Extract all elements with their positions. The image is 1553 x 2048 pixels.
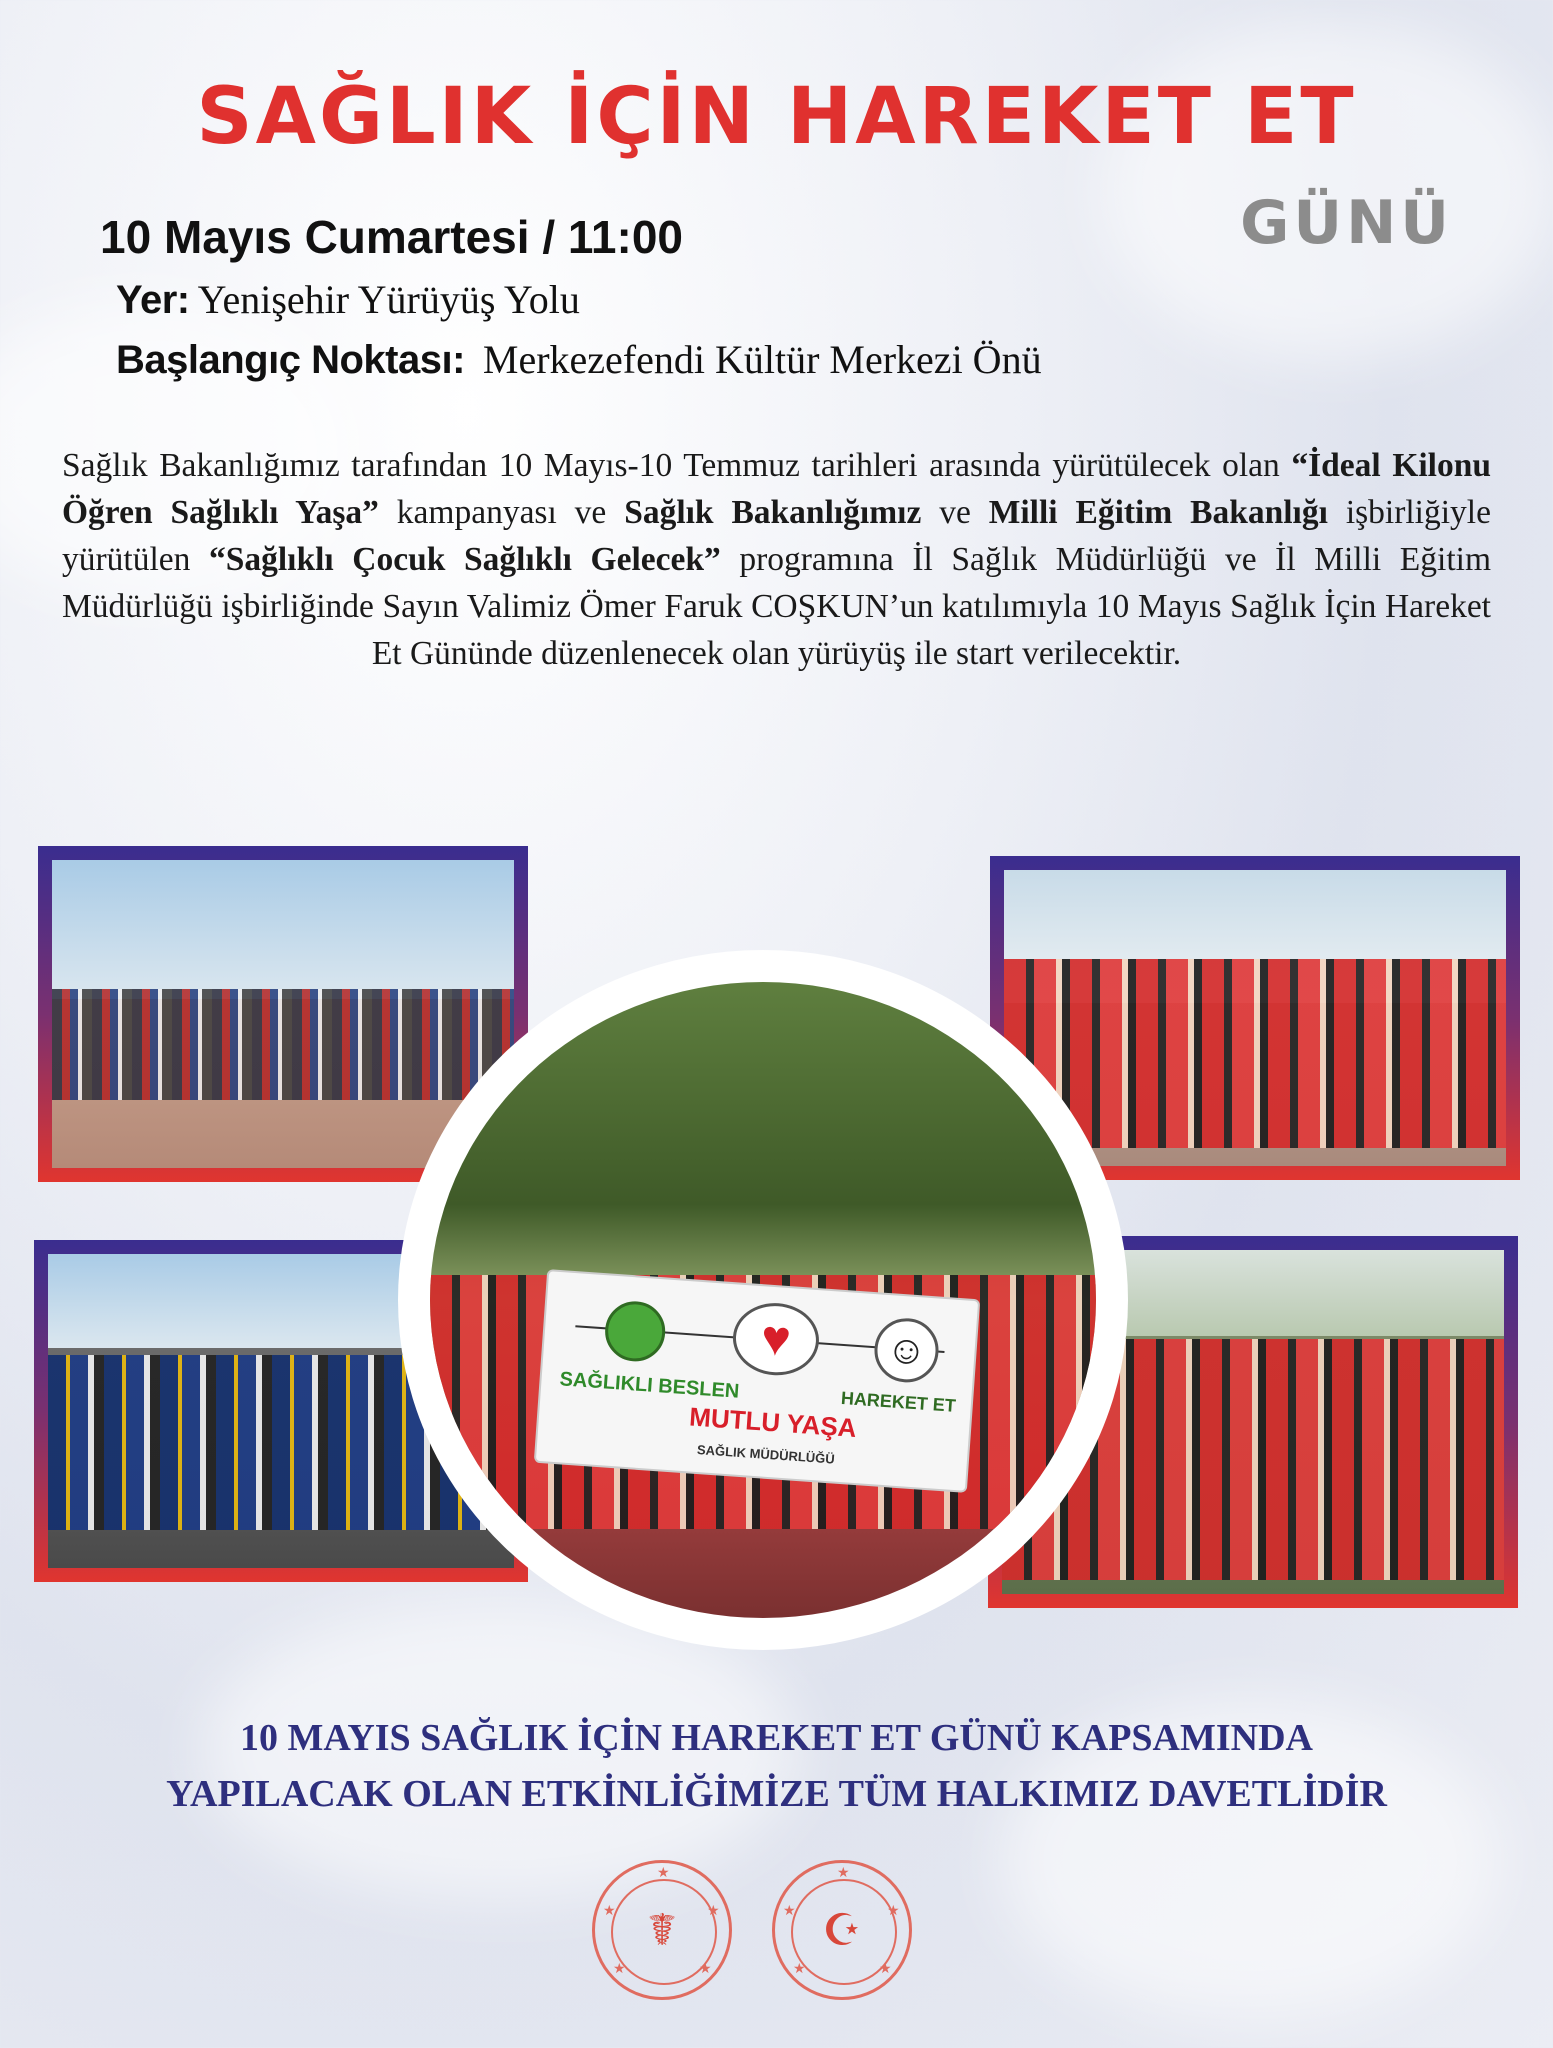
heart-icon: ♥ xyxy=(731,1300,822,1378)
apple-icon xyxy=(603,1299,667,1363)
event-place-label: Yer: xyxy=(116,278,190,322)
caduceus-icon: ☤ xyxy=(647,1905,677,1956)
description-text: programına İl Sağlık Müdürlüğü ve İl Milli Eğitim Müdürlüğü işbirliğinde Sayın Valimiz Ömer Faruk COŞKUN’un katılımıyla 10 Mayıs Sağlık İçin Hareket Et Gününde düzenlenecek olan yürüyüş ile start verilecektir. xyxy=(62,541,1492,672)
star-icon: ★ xyxy=(613,1962,626,1977)
invitation-line-1: 10 MAYIS SAĞLIK İÇİN HAREKET ET GÜNÜ KAPSAMINDA xyxy=(240,1717,1313,1759)
event-place-value: Yenişehir Yürüyüş Yolu xyxy=(197,277,580,322)
banner-footer-text: SAĞLIK MÜDÜRLÜĞÜ xyxy=(696,1442,836,1467)
page-title: SAĞLIK İÇİN HAREKET ET xyxy=(196,72,1357,162)
event-place xyxy=(116,276,580,323)
ministry-health-name: Sağlık Bakanlığımız xyxy=(624,494,922,531)
star-icon: ★ xyxy=(793,1962,806,1977)
star-icon: ★ xyxy=(603,1904,616,1919)
star-icon: ★ xyxy=(837,1866,850,1881)
event-start-point xyxy=(116,336,1042,383)
ministry-education-seal xyxy=(772,1860,912,2000)
star-icon: ★ xyxy=(707,1904,720,1919)
banner-left-text: SAĞLIKLI BESLEN xyxy=(558,1368,740,1403)
event-start-value: Merkezefendi Kültür Merkezi Önü xyxy=(482,337,1042,382)
description-text: işbirliğiyle yürütülen xyxy=(62,494,1491,578)
photo-crowd xyxy=(52,989,514,1100)
event-start-label: Başlangıç Noktası: xyxy=(116,338,465,382)
invitation-line-2: YAPILACAK OLAN ETKİNLİĞİMİZE TÜM HALKIMIZ DAVETLİDİR xyxy=(166,1773,1387,1815)
book-torch-icon: ☪ xyxy=(822,1905,862,1956)
photo-content xyxy=(52,860,514,1168)
star-icon: ★ xyxy=(657,1866,670,1881)
event-date-time: 10 Mayıs Cumartesi / 11:00 xyxy=(100,211,683,263)
ministry-health-seal xyxy=(592,1860,732,2000)
invitation-footer xyxy=(0,1710,1553,1822)
event-description xyxy=(62,442,1491,677)
photo-content xyxy=(1004,870,1506,1166)
star-icon: ★ xyxy=(887,1904,900,1919)
description-text: Sağlık Bakanlığımız tarafından 10 Mayıs-10 Temmuz tarihleri arasında yürütülecek olan xyxy=(62,447,1292,484)
description-text: ve xyxy=(921,494,989,531)
program-name: “Sağlıklı Çocuk Sağlıklı Gelecek” xyxy=(208,541,721,578)
campaign-name: “İdeal Kilonu Öğren Sağlıklı Yaşa” xyxy=(62,447,1492,531)
star-icon: ★ xyxy=(699,1962,712,1977)
banner-center-text: MUTLU YAŞA xyxy=(688,1401,858,1444)
star-icon: ★ xyxy=(879,1962,892,1977)
ministry-education-name: Milli Eğitim Bakanlığı xyxy=(988,494,1328,531)
star-icon: ★ xyxy=(783,1904,796,1919)
banner-right-text: HAREKET ET xyxy=(840,1387,957,1416)
photo-sky xyxy=(52,860,514,999)
photo-crowd xyxy=(1004,959,1506,1148)
person-icon: ☺ xyxy=(872,1316,940,1384)
page-subtitle: GÜNÜ xyxy=(1240,188,1453,258)
march-banner xyxy=(534,1269,980,1493)
description-text: kampanyası ve xyxy=(378,494,625,531)
